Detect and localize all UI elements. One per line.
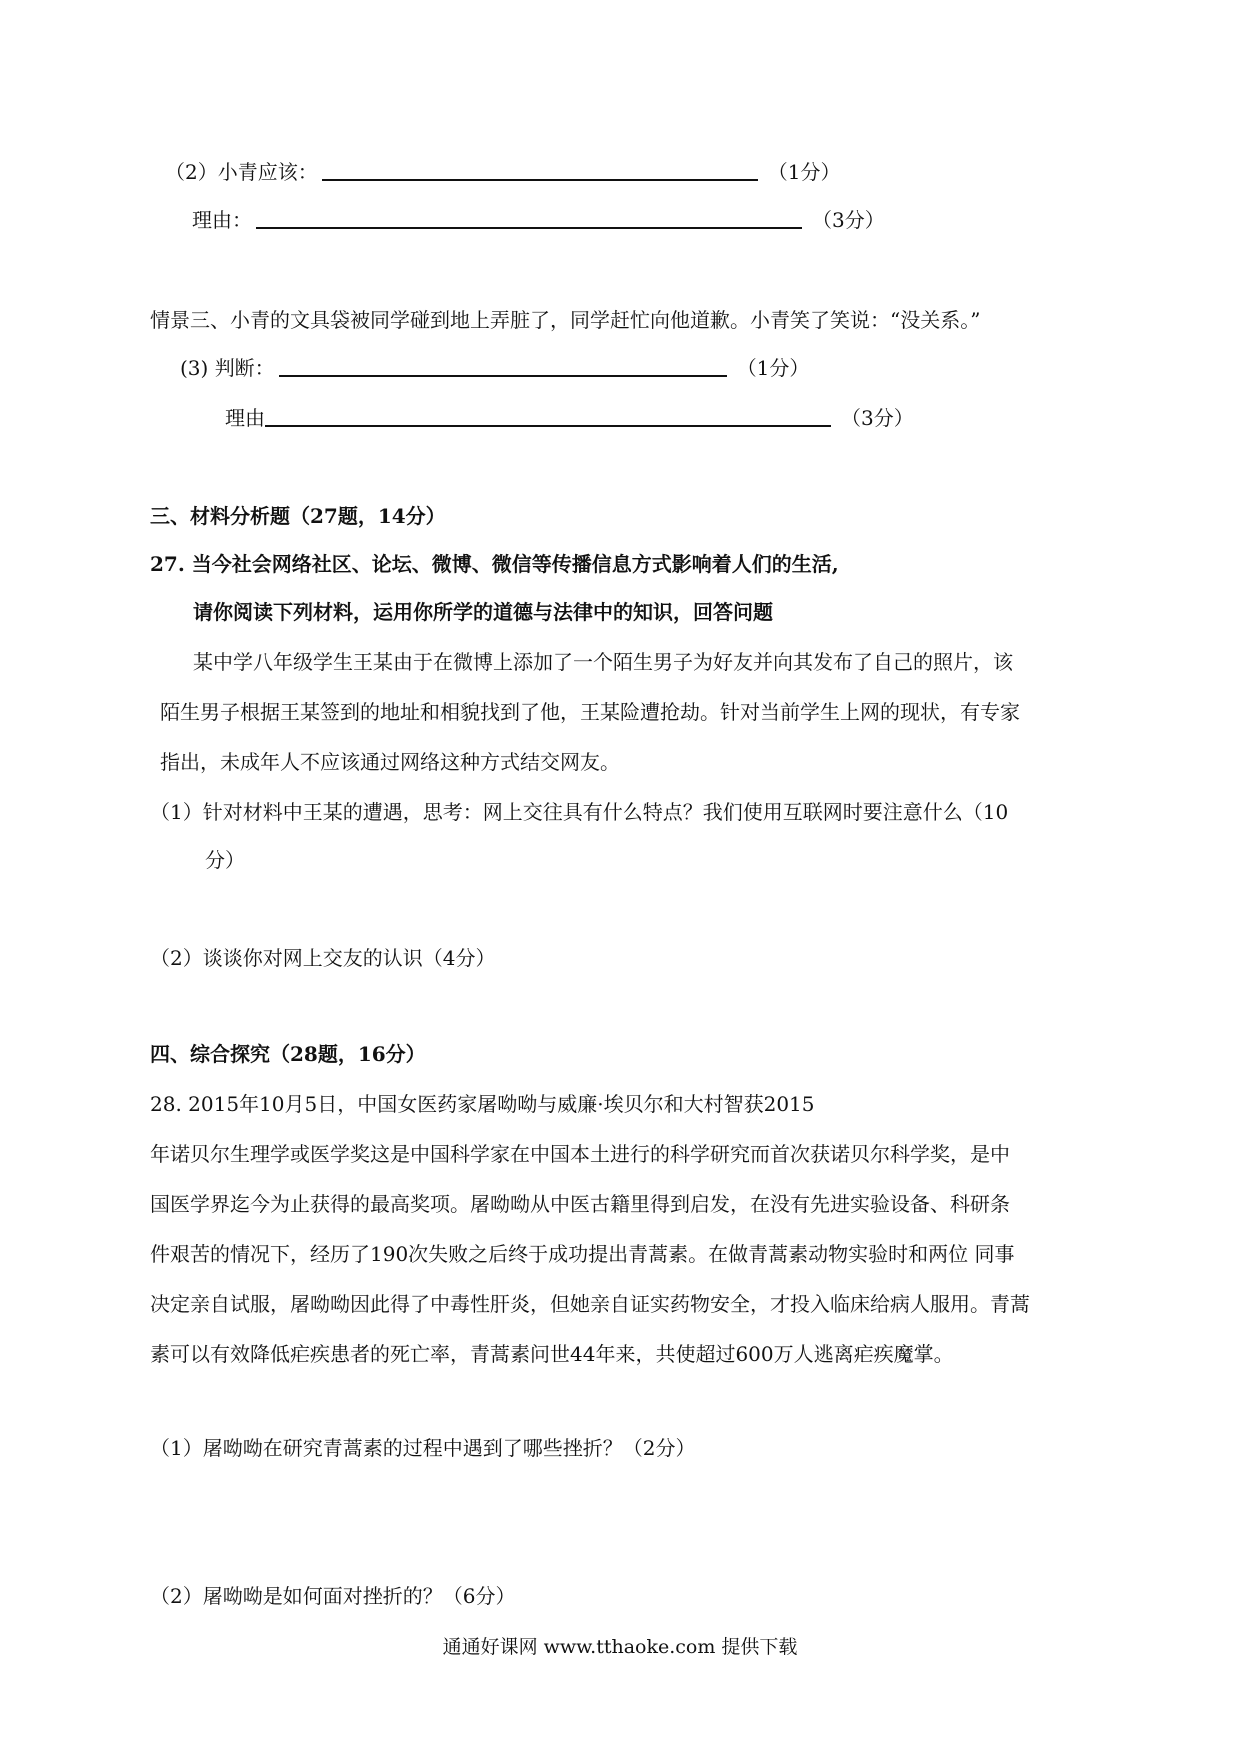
page-footer: 通通好课网 www.tthaoke.com 提供下载 xyxy=(442,1636,798,1658)
q2-label: （2）小青应该： xyxy=(165,160,318,184)
q28-para-line-3: 国医学界迄今为止获得的最高奖项。屠呦呦从中医古籍里得到启发，在没有先进实验设备、科研条 xyxy=(150,1192,1010,1216)
q2-reason-score: （3分） xyxy=(812,208,885,232)
q3-score: （1分） xyxy=(736,356,810,380)
material-line-2: 陌生男子根据王某签到的地址和相貌找到了他，王某险遭抢劫。针对当前学生上网的现状，有专家 xyxy=(160,700,1020,724)
q28-para-line-5: 决定亲自试服，屠呦呦因此得了中毒性肝炎，但她亲自证实药物安全，才投入临床给病人服用。青蒿 xyxy=(150,1292,1030,1316)
section3-heading: 三、材料分析题（27题，14分） xyxy=(150,504,446,528)
q2-answer-row xyxy=(165,158,840,186)
q28-para-line-6: 素可以有效降低疟疾患者的死亡率，青蒿素问世44年来，共使超过600万人逃离疟疾魔掌。 xyxy=(150,1342,954,1366)
q2-reason-row xyxy=(192,206,885,234)
q2-answer-blank[interactable] xyxy=(322,161,758,181)
material-line-3: 指出，未成年人不应该通过网络这种方式结交网友。 xyxy=(160,750,620,774)
q27-sub1-line2: 分） xyxy=(205,848,245,872)
q27-intro: 27. 当今社会网络社区、论坛、微博、微信等传播信息方式影响着人们的生活, xyxy=(150,552,839,576)
q2-reason-label: 理由： xyxy=(192,208,252,232)
material-line-1: 某中学八年级学生王某由于在微博上添加了一个陌生男子为好友并向其发布了自己的照片，该 xyxy=(193,650,1013,674)
q2-score: （1分） xyxy=(767,160,841,184)
q28-para-line-1: 28. 2015年10月5日，中国女医药家屠呦呦与威廉·埃贝尔和大村智获2015 xyxy=(150,1092,815,1116)
q28-para-line-2: 年诺贝尔生理学或医学奖这是中国科学家在中国本土进行的科学研究而首次获诺贝尔科学奖，是中 xyxy=(150,1142,1010,1166)
q3-judge-row xyxy=(180,354,809,382)
q28-sub2: （2）屠呦呦是如何面对挫折的？（6分） xyxy=(150,1584,516,1608)
q27-instruction: 请你阅读下列材料，运用你所学的道德与法律中的知识，回答问题 xyxy=(193,600,773,624)
q3-judge-blank[interactable] xyxy=(279,357,727,377)
q3-reason-blank[interactable] xyxy=(265,407,831,427)
q2-reason-blank[interactable] xyxy=(256,209,802,229)
q27-sub2: （2）谈谈你对网上交友的认识（4分） xyxy=(150,946,496,970)
q3-reason-score: （3分） xyxy=(841,406,914,430)
q3-reason-row xyxy=(225,404,914,432)
scene3-text: 情景三、小青的文具袋被同学碰到地上弄脏了，同学赶忙向他道歉。小青笑了笑说：“没关系。” xyxy=(150,308,981,332)
section4-heading: 四、综合探究（28题，16分） xyxy=(150,1042,426,1066)
q28-para-line-4: 件艰苦的情况下，经历了190次失败之后终于成功提出青蒿素。在做青蒿素动物实验时和两位 同事 xyxy=(150,1242,1015,1266)
q3-label: (3) 判断： xyxy=(180,356,275,380)
q28-sub1: （1）屠呦呦在研究青蒿素的过程中遇到了哪些挫折？（2分） xyxy=(150,1436,696,1460)
q27-sub1-line1: （1）针对材料中王某的遭遇，思考：网上交往具有什么特点？我们使用互联网时要注意什么（10 xyxy=(150,800,1009,824)
q3-reason-label: 理由 xyxy=(225,406,265,430)
